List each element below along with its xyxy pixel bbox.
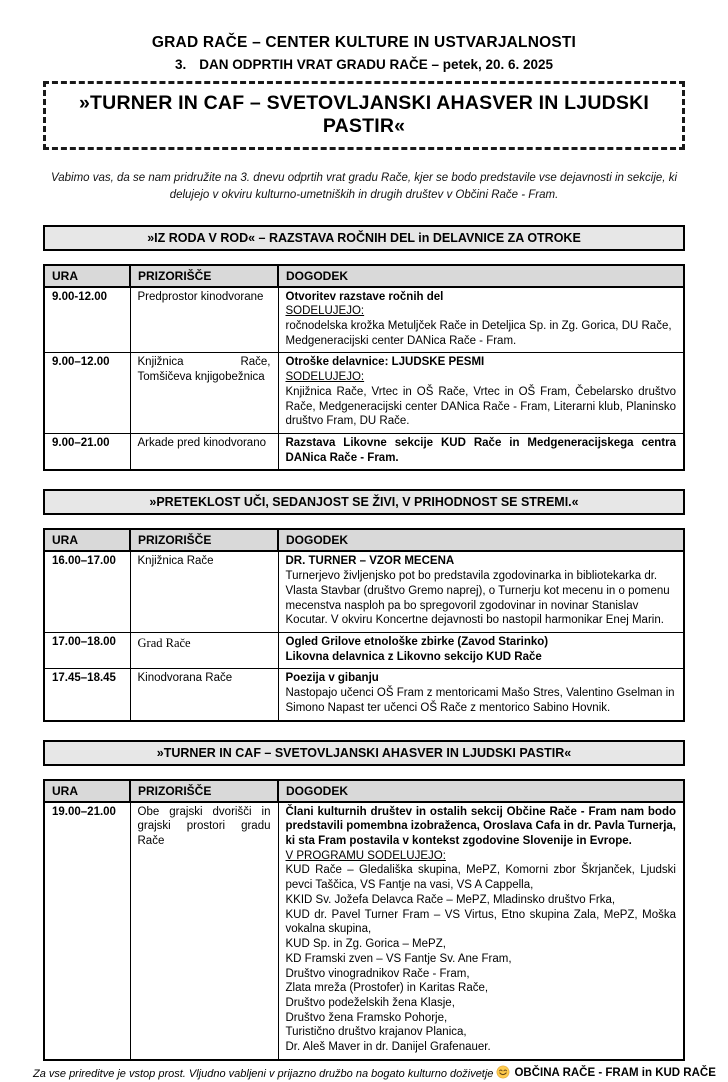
table-row	[44, 287, 684, 353]
event-cell	[278, 353, 684, 434]
footer-credit: OBČINA RAČE - FRAM in KUD RAČE	[514, 1067, 716, 1080]
footer	[33, 1065, 716, 1082]
event-label: V PROGRAMU SODELUJEJO:	[285, 849, 446, 862]
time-cell: 17.45–18.45	[44, 669, 130, 721]
event-body: Nastopajo učenci OŠ Fram z mentoricami Mašo Stres, Valentino Gselman in Simono Napast ter učenci OŠ Rače z mentorico Sabino Hovnik.	[285, 687, 675, 714]
event-title: DR. TURNER – VZOR MECENA	[285, 555, 455, 568]
time-cell: 16.00–17.00	[44, 551, 130, 632]
footer-note	[33, 1065, 514, 1082]
banner-title: »TURNER IN CAF – SVETOVLJANSKI AHASVER IN LJUDSKI PASTIR«	[43, 81, 685, 150]
footer-note-text: Za vse prireditve je vstop prost. Vljudno vabljeni v prijazno družbo na bogato kulturno doživetje	[33, 1067, 494, 1080]
event-cell	[278, 633, 684, 669]
table-row	[44, 353, 684, 434]
event-title: Ogled Grilove etnološke zbirke (Zavod Starinko)	[285, 636, 549, 648]
program-line: Društvo žena Framsko Pohorje,	[285, 1011, 448, 1024]
intro-paragraph: Vabimo vas, da se nam pridružite na 3. dnevu odprtih vrat gradu Rače, kjer se bodo predstavile vse dejavnosti in sekcije, ki delujejo v okviru kulturno-umetniških in drugih društev v Občini Rače - Fram.	[50, 172, 677, 202]
program-line: KUD dr. Pavel Turner Fram – VS Virtus, Etno skupina Zala, MePZ, Moška vokalna skupina,	[285, 908, 676, 936]
time-cell: 9.00-12.00	[44, 287, 130, 353]
program-line: KD Framski zven – VS Fantje Sv. Ane Fram,	[285, 952, 512, 965]
event-title: Razstava Likovne sekcije KUD Rače in Medgeneracijskega centra DANica Rače - Fram.	[285, 436, 676, 464]
column-header-ura: URA	[44, 265, 130, 287]
smiley-emoji-icon	[496, 1070, 510, 1082]
venue-cell: Arkade pred kinodvorano	[130, 433, 278, 470]
table-row	[44, 802, 684, 1060]
program-line: Dr. Aleš Maver in dr. Danijel Grafenauer.	[285, 1041, 491, 1054]
subtitle-number: 3.	[174, 57, 187, 72]
schedule-table-morning	[43, 264, 685, 472]
event-body: Turnerjevo življenjsko pot bo predstavila zgodovinarka in bibliotekarka dr. Vlasta Stavbar (društvo Gremo naprej), o Turnerju kot mecenu in o pomenu mecenstva nasploh pa bo spregovoril zgodovinar in novinar Stanislav Kocutar. V okviru Koncertne dejavnosti bo nastopil harmonikar Enej Marin.	[285, 570, 670, 627]
time-cell: 17.00–18.00	[44, 633, 130, 669]
section-heading-turner-in-caf: »TURNER IN CAF – SVETOVLJANSKI AHASVER IN LJUDSKI PASTIR«	[43, 740, 685, 766]
event-cell	[278, 802, 684, 1060]
column-header-prizorisce: PRIZORIŠČE	[130, 780, 278, 802]
venue-cell: Knjižnica Rače, Tomšičeva knjigobežnica	[130, 353, 278, 434]
page-subtitle	[43, 57, 685, 72]
table-row	[44, 551, 684, 632]
event-cell	[278, 551, 684, 632]
section-heading-preteklost-uci: »PRETEKLOST UČI, SEDANJOST SE ŽIVI, V PRIHODNOST SE STREMI.«	[43, 489, 685, 515]
event-title-2: Likovna delavnica z Likovno sekcijo KUD Rače	[285, 650, 542, 663]
column-header-dogodek: DOGODEK	[278, 780, 684, 802]
event-title: Otroške delavnice: LJUDSKE PESMI	[285, 356, 485, 369]
program-line: KUD Sp. in Zg. Gorica – MePZ,	[285, 938, 446, 951]
time-cell: 9.00–21.00	[44, 433, 130, 470]
venue-cell: Grad Rače	[130, 633, 278, 669]
venue-cell: Obe grajski dvorišči in grajski prostori gradu Rače	[130, 802, 278, 1060]
event-body: ročnodelska krožka Metuljček Rače in Deteljica Sp. in Zg. Gorica, DU Rače, Medgeneracijski center DANica Rače - Fram.	[285, 319, 672, 347]
column-header-prizorisce: PRIZORIŠČE	[130, 529, 278, 551]
event-cell	[278, 433, 684, 470]
page-title: GRAD RAČE – CENTER KULTURE IN USTVARJALNOSTI	[151, 34, 577, 51]
event-label: SODELUJEJO:	[285, 305, 365, 318]
column-header-dogodek: DOGODEK	[278, 529, 684, 551]
table-header-row	[44, 529, 684, 551]
column-header-ura: URA	[44, 529, 130, 551]
table-row	[44, 433, 684, 470]
column-header-ura: URA	[44, 780, 130, 802]
event-label: SODELUJEJO:	[285, 371, 365, 384]
program-line: KKID Sv. Jožefa Delavca Rače – MePZ, Mladinsko društvo Frka,	[285, 893, 616, 906]
time-cell: 19.00–21.00	[44, 802, 130, 1060]
program-line: Turistično društvo krajanov Planica,	[285, 1026, 467, 1039]
table-header-row	[44, 780, 684, 802]
schedule-table-evening	[43, 779, 685, 1061]
event-title: Otvoritev razstave ročnih del	[285, 290, 444, 303]
time-cell: 9.00–12.00	[44, 353, 130, 434]
venue-cell: Knjižnica Rače	[130, 551, 278, 632]
column-header-prizorisce: PRIZORIŠČE	[130, 265, 278, 287]
table-row	[44, 669, 684, 721]
venue-cell: Predprostor kinodvorane	[130, 287, 278, 353]
table-header-row	[44, 265, 684, 287]
program-line: KUD Rače – Gledališka skupina, MePZ, Komorni zbor Škrjanček, Ljudski pevci Taščica, VS Fantje na vasi, VS A Cappella,	[285, 864, 676, 892]
program-line: Zlata mreža (Prostofer) in Karitas Rače,	[285, 982, 489, 995]
table-row	[44, 633, 684, 669]
column-header-dogodek: DOGODEK	[278, 265, 684, 287]
subtitle-text: DAN ODPRTIH VRAT GRADU RAČE – petek, 20. 6. 2025	[199, 57, 554, 72]
event-cell	[278, 669, 684, 721]
program-line: Društvo vinogradnikov Rače - Fram,	[285, 967, 470, 980]
section-heading-iz-roda-v-rod: »IZ RODA V ROD« – RAZSTAVA ROČNIH DEL in DELAVNICE ZA OTROKE	[43, 225, 685, 251]
venue-cell: Kinodvorana Rače	[130, 669, 278, 721]
program-line: Društvo podeželskih žena Klasje,	[285, 996, 455, 1009]
event-cell	[278, 287, 684, 353]
schedule-table-afternoon	[43, 528, 685, 721]
event-title: Člani kulturnih društev in ostalih sekcij Občine Rače - Fram nam bodo predstavili pomembna izobraženca, Oroslava Cafa in dr. Pavla Turnerja, ki sta Fram postavila v kontekst zgodovine Slovenije in Evrope.	[285, 805, 676, 848]
event-body: Knjižnica Rače, Vrtec in OŠ Rače, Vrtec in OŠ Fram, Čebelarsko društvo Rače, Medgeneracijski center DANica Rače - Fram, Literarni klub, Planinsko društvo Fram, DU Rače.	[285, 385, 676, 428]
event-title: Poezija v gibanju	[285, 672, 379, 685]
